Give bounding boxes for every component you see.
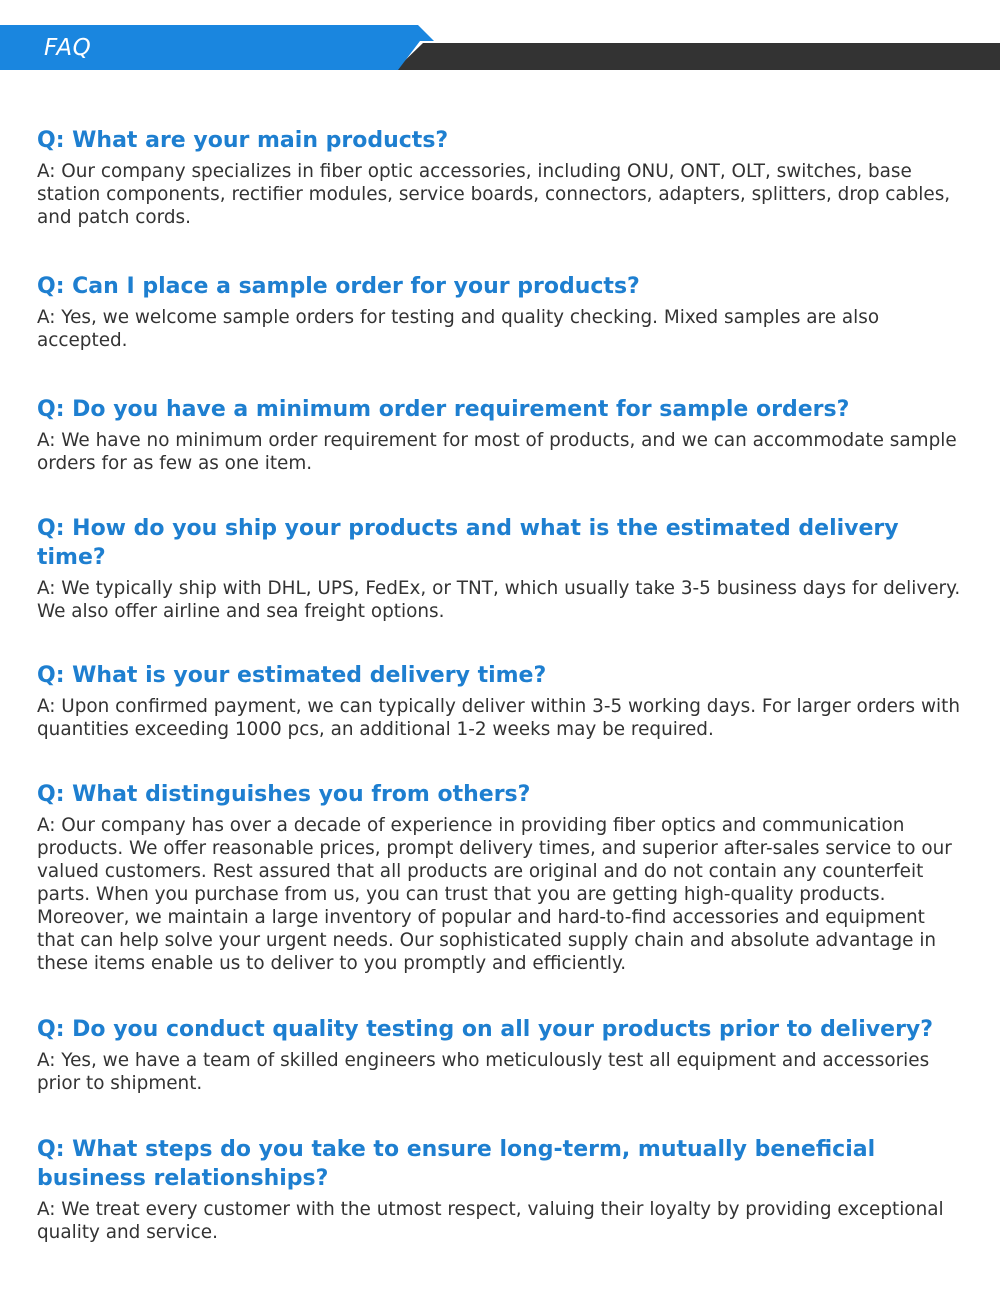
faq-item xyxy=(37,661,967,741)
faq-question: Q: What distinguishes you from others? xyxy=(37,782,531,807)
faq-title: FAQ xyxy=(44,35,92,61)
faq-answer: A: We treat every customer with the utmost respect, valuing their loyalty by providing exceptional quality and service. xyxy=(37,1199,944,1243)
faq-item xyxy=(37,514,967,623)
faq-item xyxy=(37,395,967,475)
faq-question: Q: Do you have a minimum order requirement for sample orders? xyxy=(37,397,850,422)
faq-item xyxy=(37,126,967,229)
faq-item xyxy=(37,780,967,975)
faq-item xyxy=(37,272,967,352)
faq-question: Q: What is your estimated delivery time? xyxy=(37,663,547,688)
faq-answer: A: Our company has over a decade of experience in providing fiber optics and communication products. We offer reasonable prices, prompt delivery times, and superior after-sales service to our valued customers. Rest assured that all products are original and do not contain any counterfeit parts. When you purchase from us, you can trust that you are getting high-quality products. Moreover, we maintain a large inventory of popular and hard-to-find accessories and equipment that can help solve your urgent needs. Our sophisticated supply chain and absolute advantage in these items enable us to deliver to you promptly and efficiently. xyxy=(37,815,952,974)
faq-item xyxy=(37,1015,967,1095)
faq-question: Q: What steps do you take to ensure long-term, mutually beneficial business relationships? xyxy=(37,1137,876,1191)
faq-answer: A: We typically ship with DHL, UPS, FedEx, or TNT, which usually take 3-5 business days for delivery. We also offer airline and sea freight options. xyxy=(37,578,961,622)
faq-question: Q: Do you conduct quality testing on all your products prior to delivery? xyxy=(37,1017,934,1042)
header-dark-stripe xyxy=(395,43,1000,70)
faq-question: Q: How do you ship your products and what is the estimated delivery time? xyxy=(37,516,899,570)
faq-question: Q: Can I place a sample order for your products? xyxy=(37,274,640,299)
faq-header xyxy=(0,0,1000,72)
faq-item xyxy=(37,1135,967,1244)
faq-question: Q: What are your main products? xyxy=(37,128,449,153)
faq-list xyxy=(37,126,967,1244)
faq-answer: A: We have no minimum order requirement for most of products, and we can accommodate sample orders for as few as one item. xyxy=(37,430,957,474)
faq-answer: A: Yes, we have a team of skilled engineers who meticulously test all equipment and accessories prior to shipment. xyxy=(37,1050,930,1094)
faq-answer: A: Yes, we welcome sample orders for testing and quality checking. Mixed samples are also accepted. xyxy=(37,307,880,351)
faq-answer: A: Upon confirmed payment, we can typically deliver within 3-5 working days. For larger orders with quantities exceeding 1000 pcs, an additional 1-2 weeks may be required. xyxy=(37,696,960,740)
faq-answer: A: Our company specializes in fiber optic accessories, including ONU, ONT, OLT, switches, base station components, rectifier modules, service boards, connectors, adapters, splitters, drop cables, and patch cords. xyxy=(37,161,951,228)
